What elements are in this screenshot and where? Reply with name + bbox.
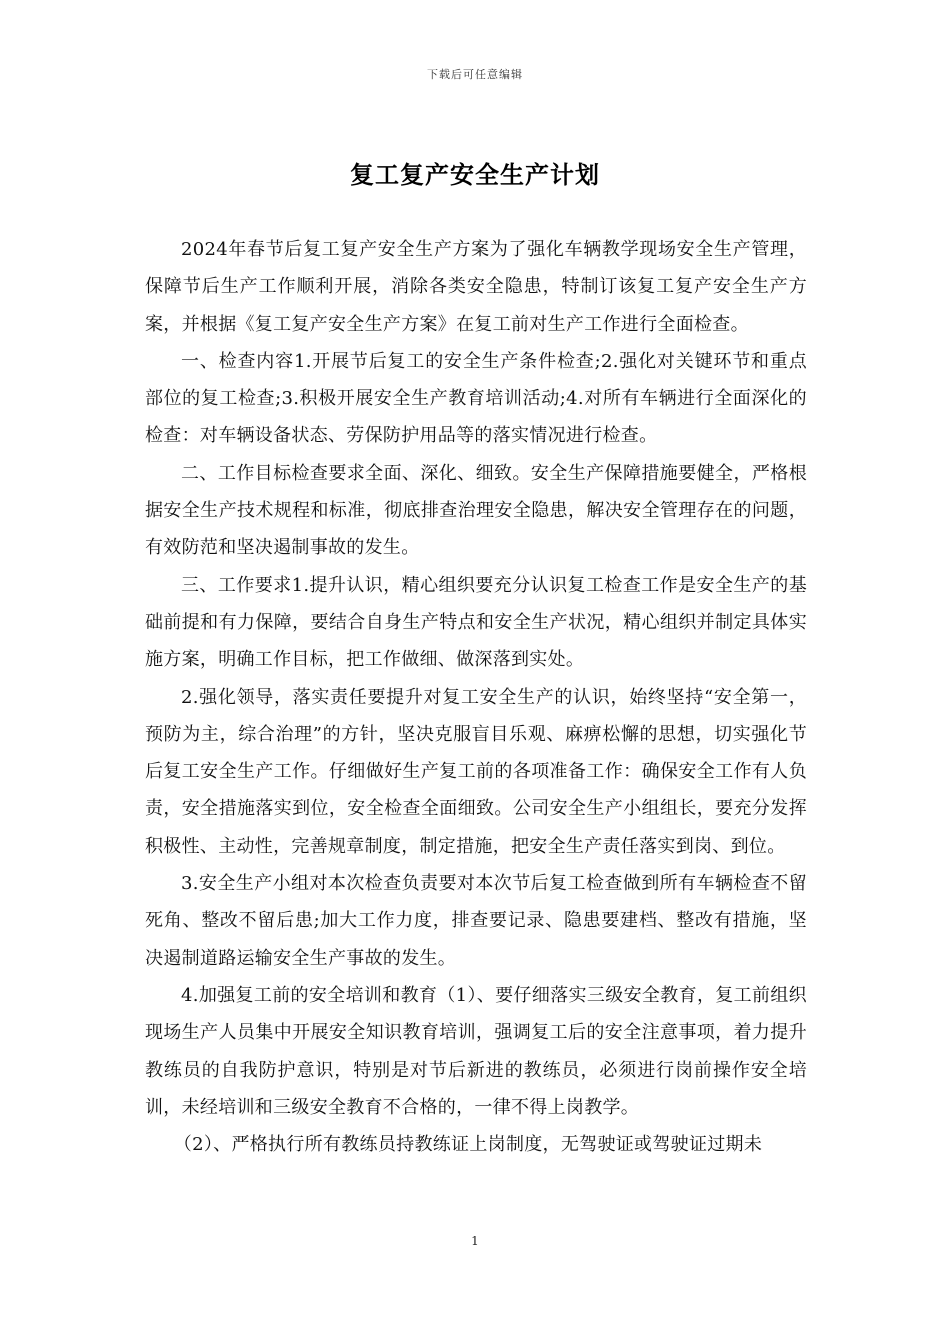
paragraph-intro: 2024年春节后复工复产安全生产方案为了强化车辆教学现场安全生产管理，保障节后生产工作顺利开展，消除各类安全隐患，特制订该复工复产安全生产方案，并根据《复工复产安全生产方案》在复工前对生产工作进行全面检查。 [145,239,807,335]
document-body [145,231,807,1163]
paragraph-certification: （2）、严格执行所有教练员持教练证上岗制度，无驾驶证或驾驶证过期未 [173,1134,763,1156]
paragraph-work-requirements: 三、工作要求1.提升认识，精心组织要充分认识复工检查工作是安全生产的基础前提和有力保障，要结合自身生产特点和安全生产状况，精心组织并制定具体实施方案，明确工作目标，把工作做细、做深落到实处。 [145,574,807,671]
header-note: 下载后可任意编辑 [427,68,523,81]
document-title: 复工复产安全生产计划 [350,160,600,189]
paragraph-work-goals: 二、工作目标检查要求全面、深化、细致。安全生产保障措施要健全，严格根据安全生产技术规程和标准，彻底排查治理安全隐患，解决安全管理存在的问题，有效防范和坚决遏制事故的发生。 [145,462,807,559]
paragraph-leadership: 2.强化领导，落实责任要提升对复工安全生产的认识，始终坚持“安全第一，预防为主，综合治理”的方针，坚决克服盲目乐观、麻痹松懈的思想，切实强化节后复工安全生产工作。仔细做好生产复工前的各项准备工作：确保安全工作有人负责，安全措施落实到位，安全检查全面细致。公司安全生产小组组长，要充分发挥积极性、主动性，完善规章制度，制定措施，把安全生产责任落实到岗、到位。 [145,686,807,857]
paragraph-safety-group: 3.安全生产小组对本次检查负责要对本次节后复工检查做到所有车辆检查不留死角、整改不留后患;加大工作力度，排查要记录、隐患要建档、整改有措施，坚决遏制道路运输安全生产事故的发生。 [145,873,807,969]
page-number: 1 [471,1234,479,1248]
paragraph-inspection-content: 一、检查内容1.开展节后复工的安全生产条件检查;2.强化对关键环节和重点部位的复工检查;3.积极开展安全生产教育培训活动;4.对所有车辆进行全面深化的检查：对车辆设备状态、劳保防护用品等的落实情况进行检查。 [145,350,807,447]
paragraph-training: 4.加强复工前的安全培训和教育（1）、要仔细落实三级安全教育，复工前组织现场生产人员集中开展安全知识教育培训，强调复工后的安全注意事项，着力提升教练员的自我防护意识，特别是对节后新进的教练员，必须进行岗前操作安全培训，未经培训和三级安全教育不合格的，一律不得上岗教学。 [145,984,807,1118]
